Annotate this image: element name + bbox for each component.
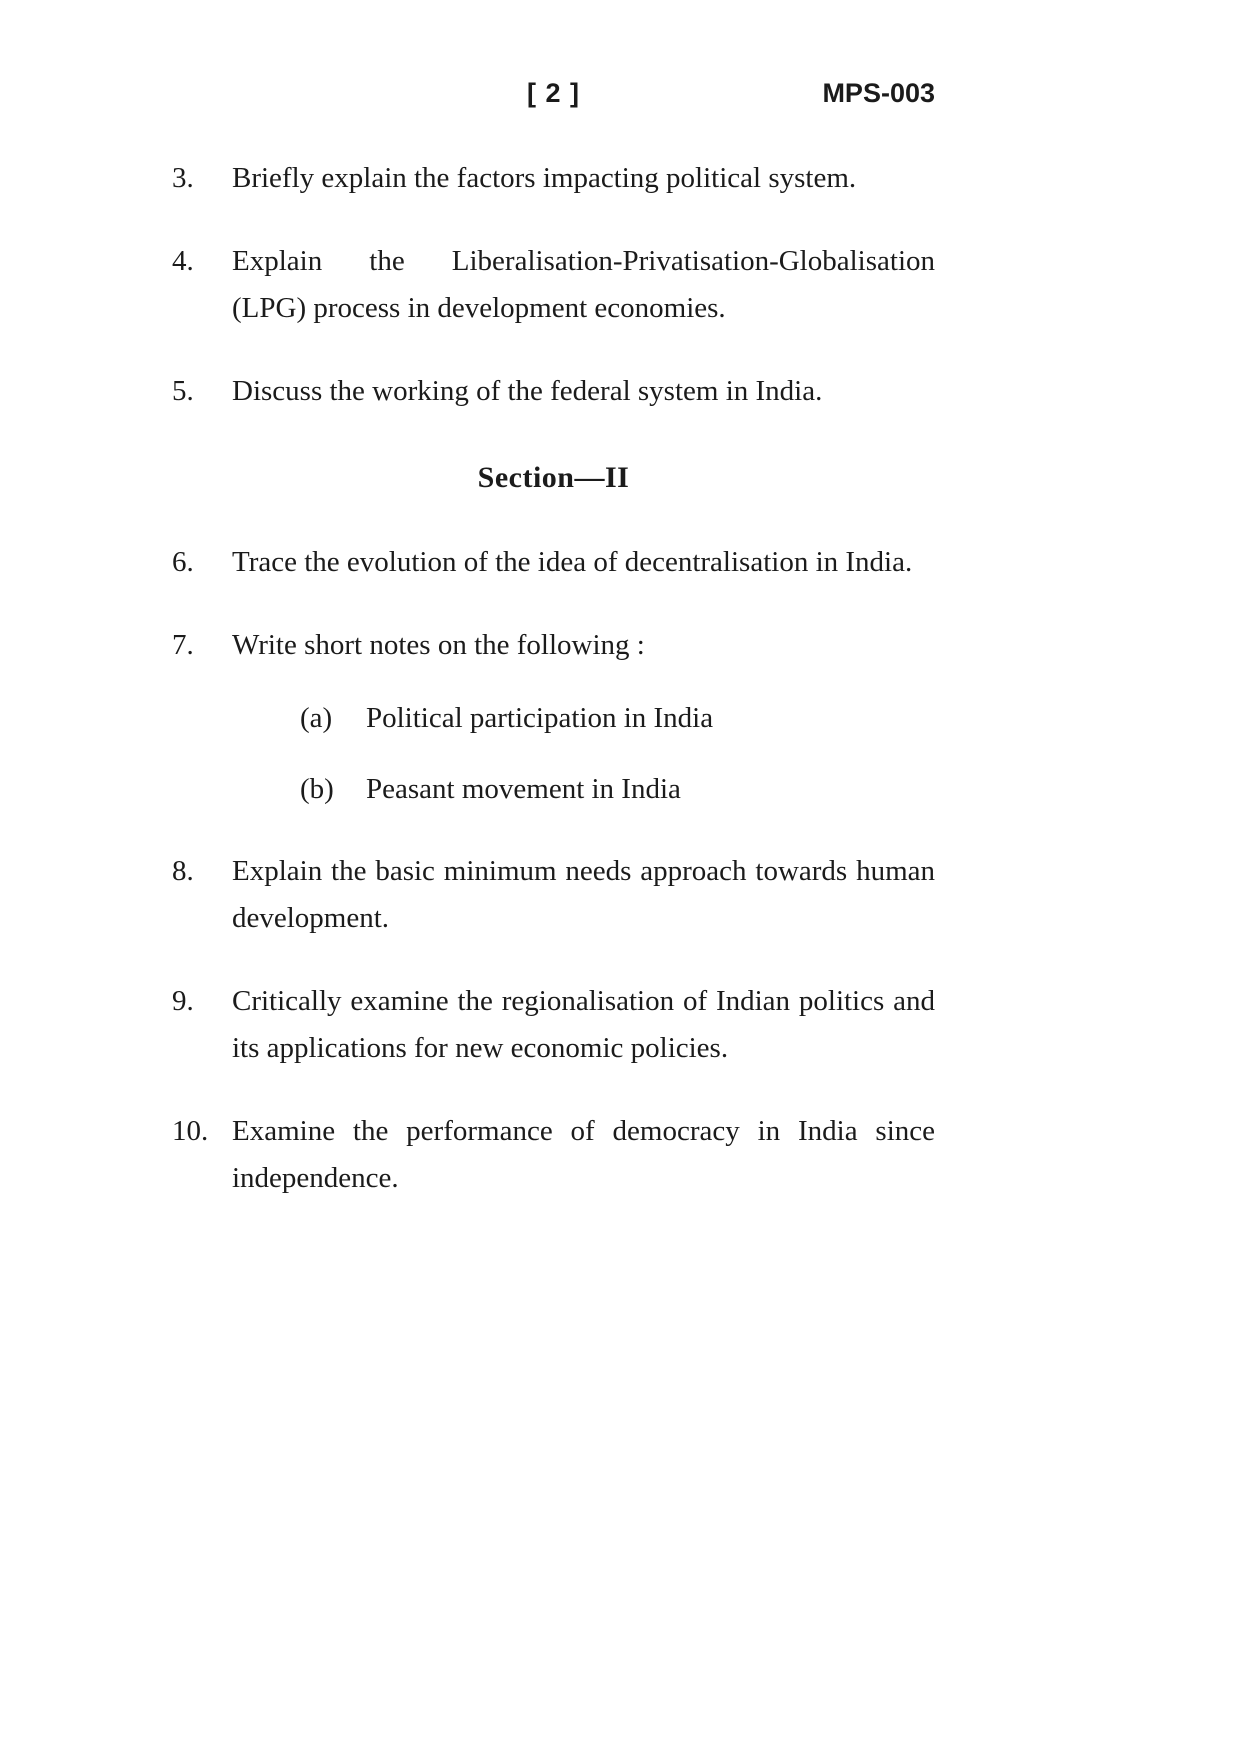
course-code: MPS-003: [822, 78, 935, 108]
question-body: [232, 622, 935, 812]
question-text: Explain the Liberalisation-Privatisation-Globalisation (LPG) process in development economies.: [232, 244, 935, 324]
sub-item-text: Peasant movement in India: [366, 773, 681, 806]
question-5: [172, 368, 935, 415]
question-text: Examine the performance of democracy in India since independence.: [232, 1114, 935, 1194]
question-body: [232, 1108, 935, 1202]
question-number: 5.: [172, 374, 194, 407]
question-body: [232, 238, 935, 332]
question-3: [172, 155, 935, 202]
question-body: [232, 368, 935, 415]
page-number: [ 2 ]: [526, 78, 580, 108]
question-8: [172, 848, 935, 942]
question-text: Critically examine the regionalisation of Indian politics and its applications for new economic policies.: [232, 984, 935, 1064]
question-7-sub-a: [300, 697, 935, 741]
question-number: 4.: [172, 244, 194, 277]
question-number: 10.: [172, 1114, 209, 1147]
question-6: [172, 539, 935, 586]
question-10: [172, 1108, 935, 1202]
question-number: 8.: [172, 854, 194, 887]
question-7: [172, 622, 935, 812]
sub-item-label: (b): [300, 773, 334, 806]
question-text: Trace the evolution of the idea of decentralisation in India.: [232, 545, 913, 578]
question-body: [232, 155, 935, 202]
question-body: [232, 539, 935, 586]
question-body: [232, 978, 935, 1072]
question-4: [172, 238, 935, 332]
question-text: Briefly explain the factors impacting political system.: [232, 162, 857, 194]
question-number: 7.: [172, 628, 194, 661]
question-number: 6.: [172, 545, 194, 578]
question-text: Write short notes on the following :: [232, 628, 645, 661]
question-body: [232, 848, 935, 942]
question-number: 3.: [172, 162, 194, 194]
question-text: Explain the basic minimum needs approach towards human development.: [232, 854, 935, 934]
page-header: [172, 78, 935, 109]
question-9: [172, 978, 935, 1072]
sub-item-text: Political participation in India: [366, 701, 714, 734]
section-heading: Section—II: [477, 460, 630, 494]
question-number: 9.: [172, 984, 194, 1017]
question-text: Discuss the working of the federal system in India.: [232, 374, 823, 407]
sub-item-label: (a): [300, 701, 333, 734]
question-7-sub-b: [300, 768, 935, 812]
